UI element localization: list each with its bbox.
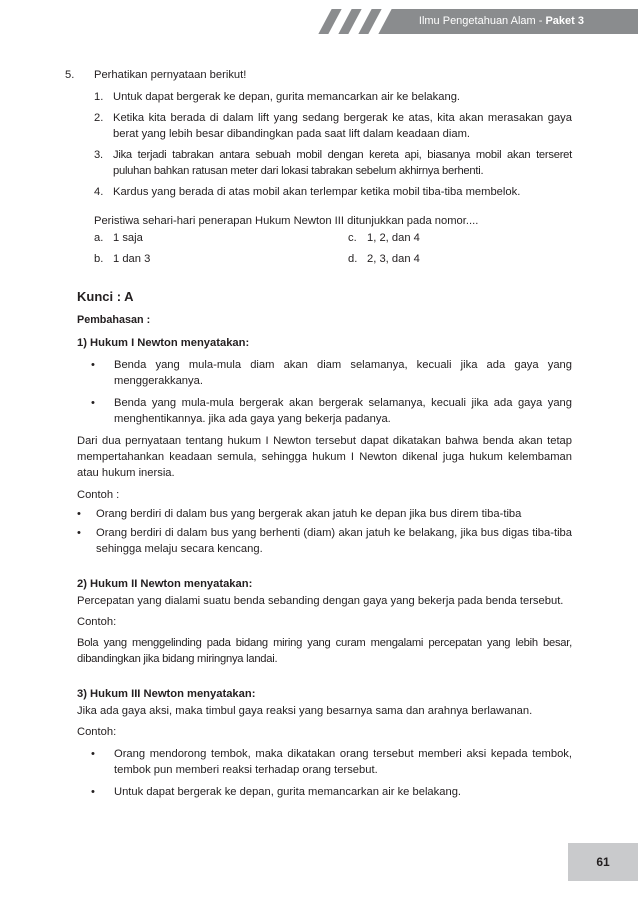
header-stripe (338, 9, 361, 34)
page-number-box (568, 843, 638, 881)
discussion-label: Pembahasan : (77, 314, 151, 326)
statement-item (94, 89, 572, 105)
newton2-example-label: Contoh: (77, 616, 117, 628)
question-prompt: Perhatikan pernyataan berikut! (94, 69, 247, 81)
statement-text: Jika terjadi tabrakan antara sebuah mobil dengan kereta api, biasanya mobil akan terseret puluhan bahkan ratusan meter dari lokasi tabrakan sebelum akhirnya berhenti. (113, 149, 572, 177)
header-stripe (318, 9, 341, 34)
option-b[interactable] (94, 251, 348, 267)
newton3-heading: 3) Hukum III Newton menyatakan: (77, 688, 256, 700)
page-content (65, 67, 572, 800)
answer-key: Kunci : A (77, 289, 134, 304)
statement-list (94, 89, 572, 200)
newton3-bullet (77, 746, 572, 778)
statement-number: 1. (94, 91, 104, 103)
option-a[interactable] (94, 230, 348, 246)
bullet-text: Untuk dapat bergerak ke depan, gurita memancarkan air ke belakang. (114, 786, 462, 798)
option-text: 1, 2, dan 4 (367, 232, 420, 244)
option-text: 1 saja (113, 232, 143, 244)
statement-item (94, 110, 572, 142)
newton1-heading: 1) Hukum I Newton menyatakan: (77, 337, 250, 349)
option-letter: a. (94, 232, 104, 244)
question-stem: Peristiwa sehari-hari penerapan Hukum Newton III ditunjukkan pada nomor.... (94, 215, 479, 227)
statement-item (94, 184, 572, 200)
newton2-example: Bola yang menggelinding pada bidang miring yang curam mengalami percepatan yang lebih besar, dibandingkan jika bidang miringnya landai. (77, 637, 572, 665)
statement-item (94, 147, 572, 179)
newton1-bullet (77, 395, 572, 427)
bullet-dot: • (77, 527, 81, 539)
newton1-paragraph: Dari dua pernyataan tentang hukum I Newton tersebut dapat dikatakan bahwa benda akan tetap mempertahankan keadaan semula, sehingga hukum I Newton dikenal juga hukum kelembaman atau hukum inersia. (77, 435, 572, 479)
bullet-text: Benda yang mula-mula bergerak akan bergerak selamanya, kecuali jika ada gaya yang menghentikannya. jika ada gaya yang bekerja padanya. (114, 397, 572, 425)
newton3-bullet (77, 784, 572, 800)
bullet-dot: • (91, 397, 95, 409)
header-package: Paket 3 (545, 15, 584, 27)
statement-number: 3. (94, 149, 103, 161)
newton1-example-label: Contoh : (77, 489, 120, 501)
newton1-example (77, 525, 572, 557)
header-subject: Ilmu Pengetahuan Alam - (418, 15, 546, 27)
statement-text: Ketika kita berada di dalam lift yang sedang bergerak ke atas, kita akan merasakan gaya berat yang lebih besar dibandingkan pada saat lift dalam keadaan diam. (113, 112, 572, 140)
newton2-heading: 2) Hukum II Newton menyatakan: (77, 578, 253, 590)
newton1-bullet (77, 357, 572, 389)
header-stripe (358, 9, 381, 34)
option-letter: d. (348, 253, 358, 265)
statement-text: Kardus yang berada di atas mobil akan terlempar ketika mobil tiba-tiba membelok. (113, 186, 521, 198)
option-text: 2, 3, dan 4 (367, 253, 420, 265)
statement-number: 2. (94, 112, 104, 124)
newton3-paragraph: Jika ada gaya aksi, maka timbul gaya reaksi yang besarnya sama dan arahnya berlawanan. (77, 705, 533, 717)
bullet-dot: • (91, 359, 95, 371)
newton2-paragraph: Percepatan yang dialami suatu benda sebanding dengan gaya yang bekerja pada benda tersebut. (77, 595, 564, 607)
example-text: Orang berdiri di dalam bus yang bergerak akan jatuh ke depan jika bus direm tiba-tiba (96, 508, 522, 520)
bullet-dot: • (91, 748, 95, 760)
newton1-example (77, 506, 572, 522)
option-d[interactable] (348, 251, 518, 267)
bullet-dot: • (91, 786, 95, 798)
running-header (419, 13, 584, 29)
newton3-example-label: Contoh: (77, 726, 117, 738)
page-number: 61 (596, 855, 610, 869)
question-5 (65, 67, 572, 267)
option-letter: b. (94, 253, 104, 265)
example-text: Orang berdiri di dalam bus yang berhenti (diam) akan jatuh ke belakang, jika bus digas tiba-tiba sehingga melaju secara kencang. (96, 527, 572, 555)
statement-number: 4. (94, 186, 104, 198)
question-number: 5. (65, 69, 75, 81)
option-letter: c. (348, 232, 357, 244)
bullet-text: Orang mendorong tembok, maka dikatakan orang tersebut memberi aksi kepada tembok, tembok pun memberi reaksi terhadap orang tersebut. (114, 748, 572, 776)
option-text: 1 dan 3 (113, 253, 151, 265)
bullet-dot: • (77, 508, 81, 520)
option-c[interactable] (348, 230, 518, 246)
bullet-text: Benda yang mula-mula diam akan diam selamanya, kecuali jika ada gaya yang menggerakkanya. (114, 359, 572, 387)
answer-options (94, 230, 572, 267)
statement-text: Untuk dapat bergerak ke depan, gurita memancarkan air ke belakang. (113, 91, 461, 103)
